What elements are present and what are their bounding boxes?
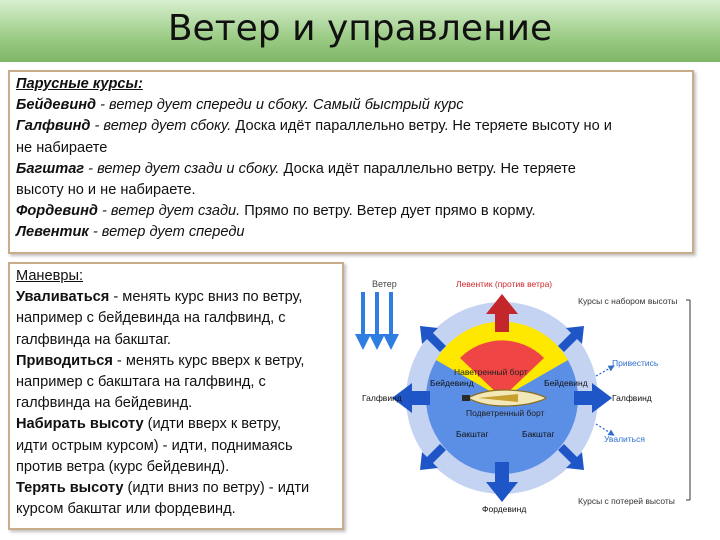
maneuver-description: (идти вниз по ветру) - идти <box>123 480 310 497</box>
course-description: не набираете <box>16 139 108 156</box>
course-description: Доска идёт параллельно ветру. Не теряете <box>279 160 576 177</box>
course-term: Бейдевинд <box>16 97 97 114</box>
uvalitsya-label: Увалиться <box>604 434 645 444</box>
maneuver-line <box>16 330 336 351</box>
beidewind-right-label: Бейдевинд <box>544 378 588 388</box>
course-description: Прямо по ветру. Ветер дует прямо в корму. <box>240 203 536 220</box>
maneuver-description: галфвинда на бейдевинд. <box>16 395 193 412</box>
course-line <box>16 116 686 137</box>
course-line <box>16 95 686 116</box>
course-line <box>16 180 686 201</box>
page-title: Ветер и управление <box>167 8 553 49</box>
maneuver-line <box>16 372 336 393</box>
course-definition: - ветер дует спереди и сбоку. Самый быстрый курс <box>96 97 464 114</box>
course-up-label: Курсы с набором высоты <box>578 296 678 306</box>
maneuver-line <box>16 351 336 372</box>
course-definition: - ветер дует спереди <box>88 224 245 241</box>
wind-label: Ветер <box>372 279 397 289</box>
maneuver-description: курсом бакштаг или фордевинд. <box>16 501 236 518</box>
maneuver-line <box>16 436 336 457</box>
maneuver-term: Уваливаться <box>16 289 110 306</box>
leventik-label: Левентик (против ветра) <box>456 279 553 289</box>
maneuver-line <box>16 308 336 329</box>
courses-box <box>8 70 694 254</box>
course-definition: - ветер дует сзади и сбоку. <box>84 160 280 177</box>
maneuver-term: Терять высоту <box>16 480 124 497</box>
wind-diagram-svg <box>350 262 712 530</box>
course-term: Галфвинд <box>16 118 91 135</box>
wind-arrows-icon <box>363 292 391 342</box>
maneuver-term: Набирать высоту <box>16 416 144 433</box>
bakshtag-left-label: Бакштаг <box>456 429 489 439</box>
galfwind-right-label: Галфвинд <box>612 393 652 403</box>
maneuver-description: (идти вверх к ветру, <box>143 416 281 433</box>
maneuvers-heading: Маневры: <box>16 268 84 284</box>
course-description: Доска идёт параллельно ветру. Не теряете высоту но и <box>231 118 612 135</box>
maneuvers-list <box>16 287 336 520</box>
wind-diagram <box>350 262 712 530</box>
uvalitsya-arrow-icon <box>596 424 612 434</box>
bakshtag-right-label: Бакштаг <box>522 429 555 439</box>
course-definition: - ветер дует сбоку. <box>90 118 232 135</box>
maneuver-description: против ветра (курс бейдевинд). <box>16 458 230 475</box>
maneuver-line <box>16 478 336 499</box>
maneuver-description: идти острым курсом) - идти, поднимаясь <box>16 437 293 454</box>
course-line <box>16 222 686 243</box>
course-line <box>16 201 686 222</box>
course-description: высоту но и не набираете. <box>16 182 196 199</box>
fordewind-label: Фордевинд <box>482 504 527 514</box>
course-term: Левентик <box>16 224 89 241</box>
height-bracket <box>686 300 690 500</box>
maneuver-description: галфвинда на бакштаг. <box>16 331 171 348</box>
course-definition: - ветер дует сзади. <box>97 203 241 220</box>
windward-label: Наветренный борт <box>454 367 528 377</box>
maneuver-description: - менять курс вверх к ветру, <box>112 352 305 369</box>
maneuver-term: Приводиться <box>16 352 113 369</box>
maneuver-line <box>16 499 336 520</box>
maneuvers-box <box>8 262 344 530</box>
maneuver-line <box>16 287 336 308</box>
maneuver-line <box>16 414 336 435</box>
course-line <box>16 159 686 180</box>
galfwind-left-label: Галфвинд <box>362 393 402 403</box>
maneuver-description: - менять курс вниз по ветру, <box>109 289 303 306</box>
course-term: Багштаг <box>16 160 85 177</box>
beidewind-left-label: Бейдевинд <box>430 378 474 388</box>
course-line <box>16 138 686 159</box>
privestis-label: Привестись <box>612 358 659 368</box>
courses-heading: Парусные курсы: <box>16 76 143 92</box>
maneuver-description: например с бейдевинда на галфвинд, с <box>16 310 286 327</box>
maneuver-line <box>16 457 336 478</box>
maneuver-line <box>16 393 336 414</box>
title-bar <box>0 0 720 62</box>
courses-list <box>16 95 686 243</box>
leeward-label: Подветренный борт <box>466 408 545 418</box>
course-term: Фордевинд <box>16 203 98 220</box>
course-down-label: Курсы с потерей высоты <box>578 496 675 506</box>
maneuver-description: например с бакштага на галфвинд, с <box>16 374 266 391</box>
privestis-arrow-icon <box>596 367 612 376</box>
